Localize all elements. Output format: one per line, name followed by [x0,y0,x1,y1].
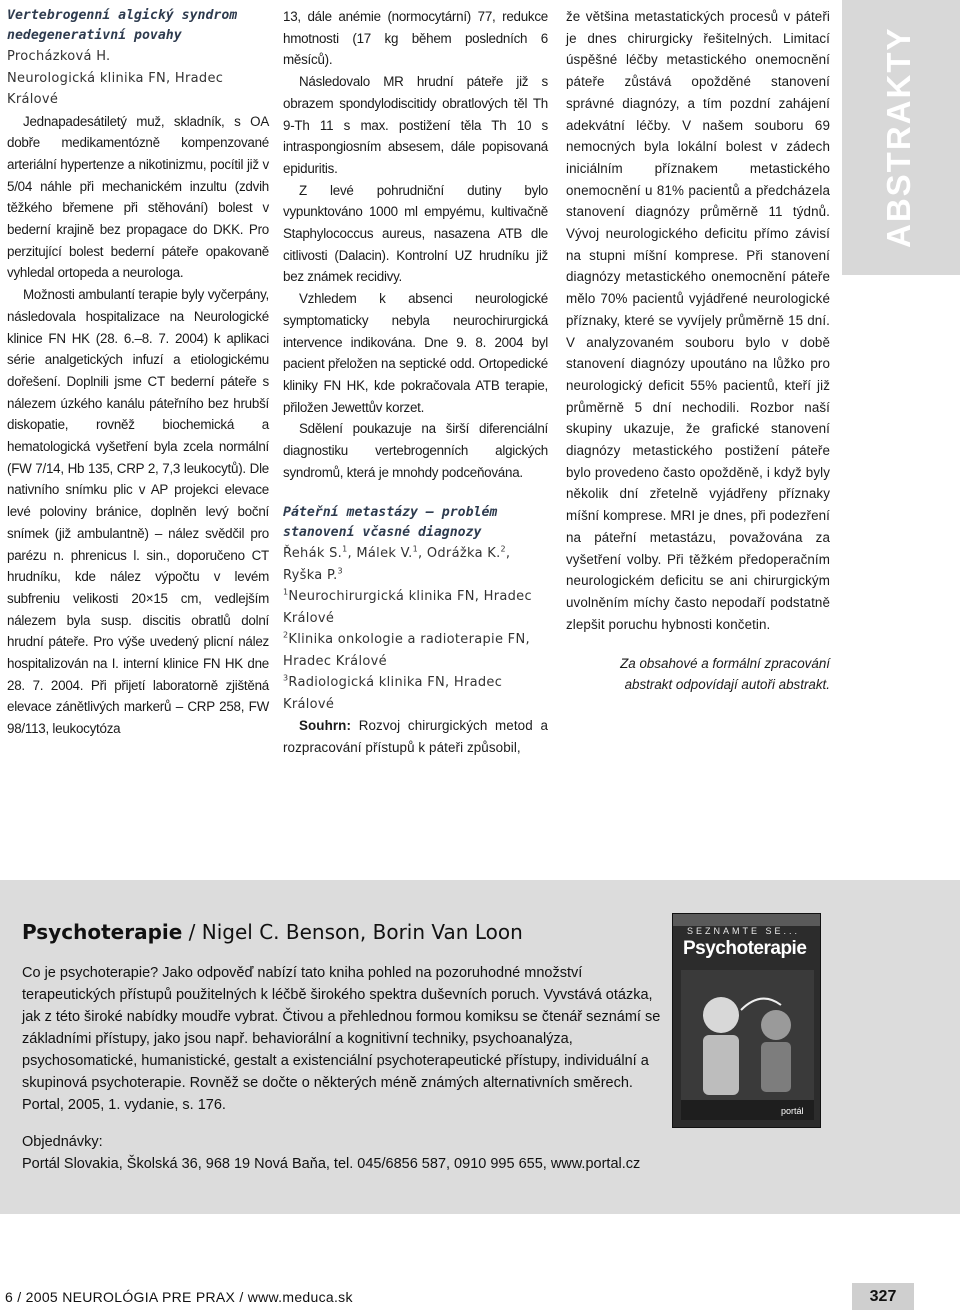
article-institution-1: Neurologická klinika FN, Hradec Králové [7,70,224,107]
column-3 [566,6,830,695]
book-publisher: portál [781,1106,804,1116]
author-name: Ryška P. [283,567,338,583]
column-2 [283,6,548,759]
affiliation: $^2$Klinika onkologie a radioterapie FN, Hradec Králové [283,631,530,669]
author-name: Řehák S. [283,546,343,562]
order-contact: Portál Slovakia, Školská 36, 968 19 Nová Baňa, tel. 045/6856 587, 0910 995 655, www.portal.cz [22,1156,641,1172]
ad-title: Psychoterapie / Nigel C. Benson, Borin Van Loon [22,920,523,944]
footer-journal: 6 / 2005 NEUROLÓGIA PRE PRAX / www.meduca.sk [5,1289,353,1305]
article-paragraph: Možnosti ambulantí terapie byly vyčerpány, následovala hospitalizace na Neurologické klinice FN HK (28. 6.–8. 7. 2004) k aplikaci série analgetických infuzí a etiologickému dořešení. Doplnili jsme CT bederní páteře s nálezem úzkého kanálu páteřního bez hrubší diskopatie, rovněž biochemická a hematologická vyšetření byla zcela normální (FW 7/14, Hb 135, CRP 2, 7,3 leukocytů). Dle nativního snímku plic v AP projekci elevace levé poloviny bránice, doplněn levý boční snímek (již ambulantně) – nález svědčil pro parézu n. phrenicus l. sin., doporučeno CT hrudníku, kde nález výpočtu v levém subfreniu velikosti 20×15 cm, vedlejším nálezem byla susp. discitis obratlů dolní hrudní páteře. Pro výše uvedený plicní nález hospitalizován na I. interní klinice FN HK dne 28. 7. 2004. Při přijetí laboratorně zjištěná elevace zánětlivých markerů – CRP 258, FW 98/113, leukocytóza [7,287,269,737]
book-cover-title: Psychoterapie [683,938,807,959]
article-title-1: Vertebrogenní algický syndrom nedegenerativní povahy [7,8,238,43]
article-paragraph: Jednapadesátiletý muž, skladník, s OA dobře medikamentózně kompenzované arteriální hypertenze a nikotinizmu, pocítil již v 5/04 náhle při mechanickém inzultu (zdvih těžkého břemene při stěhování) bolest v bederní krajině bez propagace do DKK. Pro perzitující bolest bederní páteře opakovaně vyhledal ortopeda a neurologa. [7,113,269,281]
page-number: 327 [852,1283,914,1310]
order-label: Objednávky: [22,1134,103,1150]
book-cover [672,913,821,1128]
summary-paragraph: Souhrn: Rozvoj chirurgických metod a rozpracování přístupů k páteři způsobil, [283,718,548,756]
article-paragraph: že většina metastatických procesů v páteři je dnes chirurgicky řešitelných. Limitací úspěšné léčby metastického onemocnění páteře zůstává opožděné stanovení správné diagnózy, a tím pozdní zahájení adekvátní léčby. V našem souboru 69 nemocných byla lokální bolest v zádech iniciálním příznakem metastického onemocnění u 81% pacientů a předcházela stanovení diagnózy průměrně 11 týdnů. Vývoj neurologického deficitu přímo závisí na stupni míšní komprese. Při stanovení diagnózy metastického onemocnění páteře mělo 70% pacientů vyjádřené neurologické příznaky, které se vyvíjely průměrně 15 dní. V analyzovaném souboru bylo v době stanovení diagnózy upoutáno na lůžko pro neurologický deficit 55% pacientů, kteří již průměrně 5 dní nechodili. Rozbor naší skupiny ukazuje, že grafické stanovení diagnózy metastického postižení páteře bylo provedeno často opožděně, i když byly několik dní zřetelně vyjádřeny příznaky míšní komprese. MRI je dnes, při podezření na páteřní metastázu, považována za vyšetření volby. Při těžkém předoperačním neurologickém deficitu se ani chirurgickým uvolněním míchy často nepodaří podstatně zlepšit poruchu hybnosti končetin. [566,9,830,632]
page-footer [0,1283,960,1314]
column-1 [7,6,269,740]
article-author-1: Procházková H. [7,49,111,64]
editorial-note: Za obsahové a formální zpracování abstrakt odpovídají autoři abstrakt. [620,656,830,693]
affiliation: $^1$Neurochirurgická klinika FN, Hradec Králové [283,588,532,626]
summary-label: Souhrn: [299,718,352,734]
article-paragraph: 13, dále anémie (normocytární) 77, redukce hmotnosti (17 kg během posledních 6 měsíců). [283,9,548,68]
article-title-2: Páteřní metastázy – problém stanovení včasné diagnozy [283,505,498,541]
book-cover-illustration [681,970,814,1120]
ad-order [22,1131,722,1175]
ad-description: Co je psychoterapie? Jako odpověď nabízí tato kniha pohled na pozoruhodné množství terapeutických přístupů použitelných k léčbě širokého spektra duševních poruch. Vyvstává otázka, jak z této široké nabídky moudře vybrat. Čtivou a přehlednou formou komiksu se čtenář seznámí se základními přístupy, jako jsou např. behaviorální a kognitivní techniky, psychoanalýza, psychosomatické, humanistické, gestalt a existenciální psychoterapeutické přístupy, individuální a skupinová psychoterapie. Rovněž se dočte o některých méně známých alternativních směrech. Portal, 2005, 1. vydanie, s. 176. [22,965,661,1113]
article-paragraph: Následovalo MR hrudní páteře již s obrazem spondylodiscitidy obratlových těl Th 9-Th 11 s max. postižení těla Th 10 s intraspongiosním absesem, dále popisovaná epiduritis. [283,74,548,176]
article-paragraph: Vzhledem k absenci neurologické symptomaticky nebyla neurochirurgická intervence indikována. Dne 9. 8. 2004 byl pacient přeložen na septické odd. Ortopedické kliniky FN HK, kde pokračovala ATB terapie, přiložen Jewettův korzet. [283,291,548,415]
article-paragraph: Z levé pohrudniční dutiny bylo vypunktováno 1000 ml empyému, kultivačně Staphylococcus aureus, nasazena ATB dle citlivosti (Dalacin). Kontrolní UZ hrudníku již bez známek recidivy. [283,182,548,285]
author-name: Málek V. [356,546,413,562]
section-label: ABSTRAKTY [880,26,917,248]
author-name: Odrážka K. [426,546,501,562]
article-paragraph: Sdělení poukazuje na širší diferenciální diagnostiku vertebrogenních algických syndromů, která je mnohdy podceňována. [283,421,548,480]
article-authors-2: Řehák S.$^1$, Málek V.$^1$, Odrážka K.$^2$, Ryška P.$^3$ [283,545,511,583]
book-series-label: SEZNAMTE SE... [687,926,801,936]
affiliation: $^3$Radiologická klinika FN, Hradec Králové [283,674,503,712]
